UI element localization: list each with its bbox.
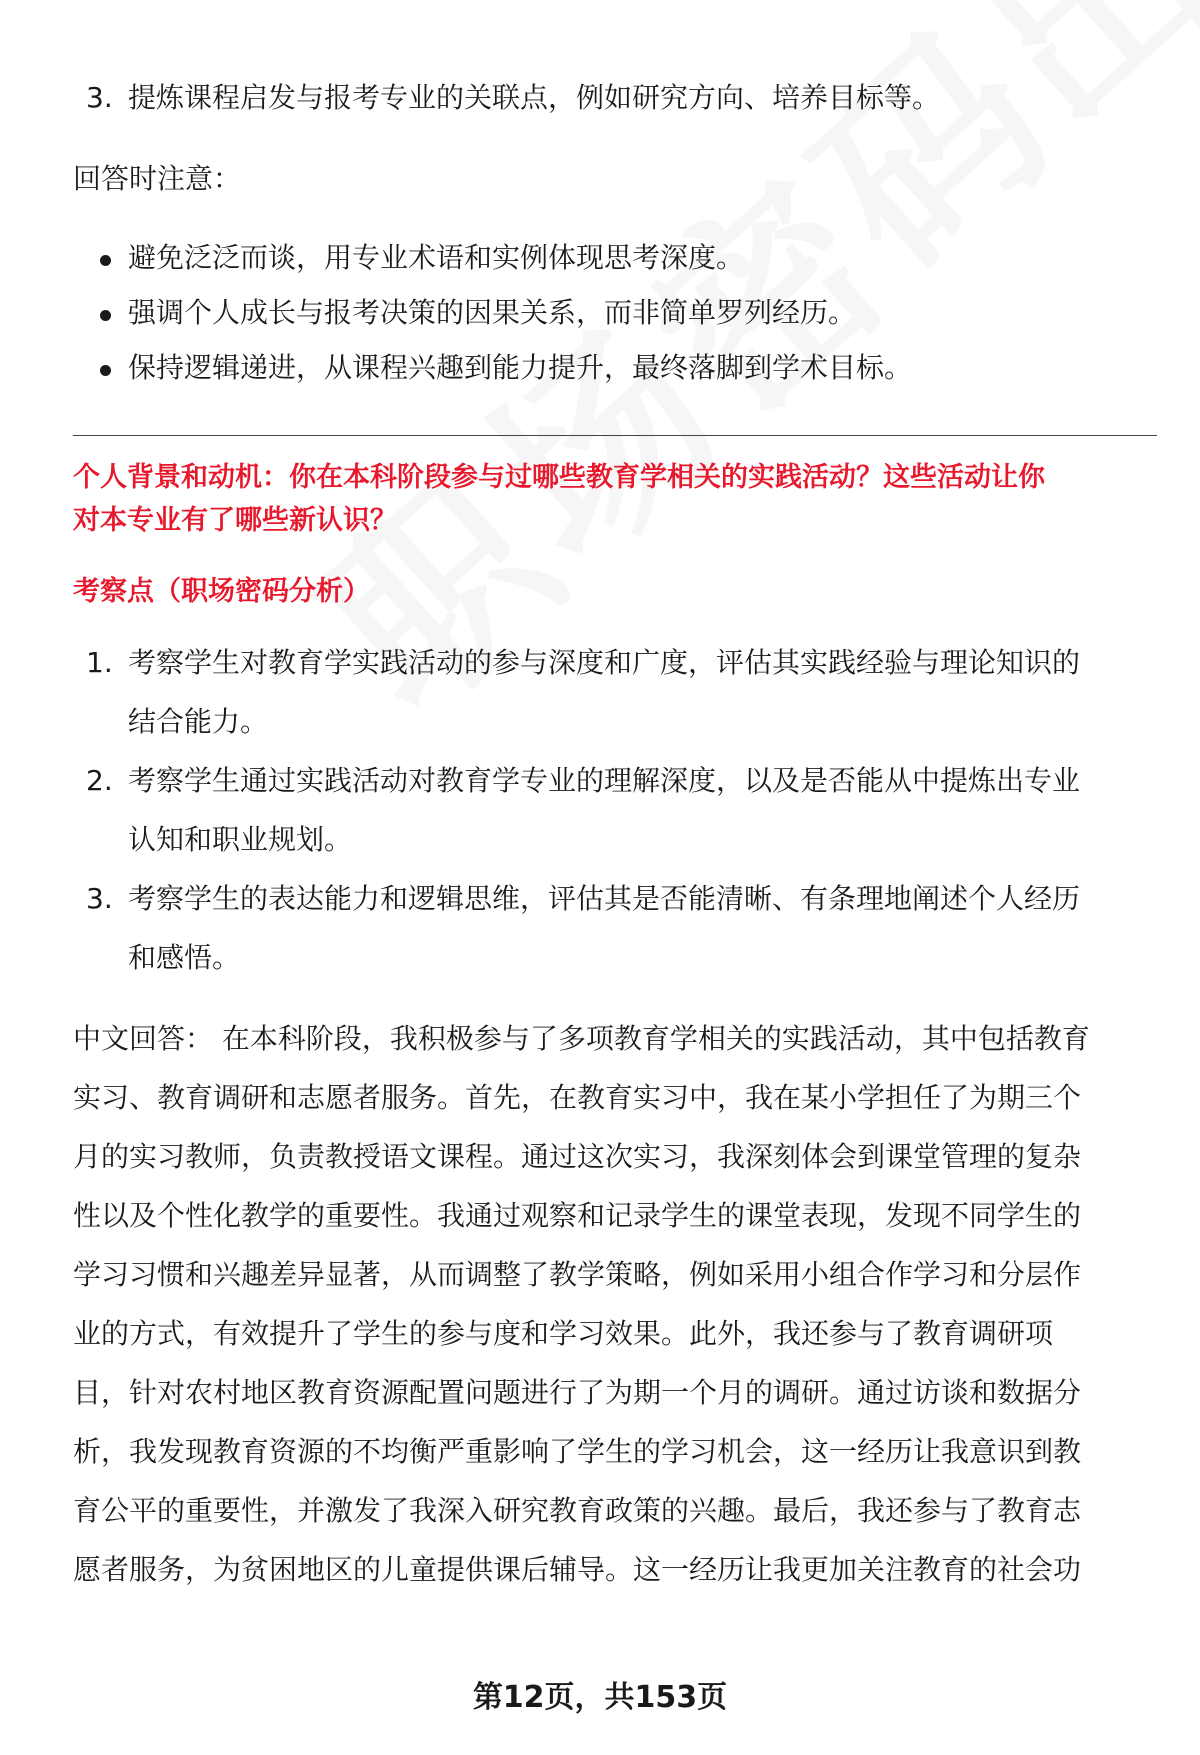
answer-line: 析，我发现教育资源的不均衡严重影响了学生的学习机会，这一经历让我意识到教: [73, 1435, 1082, 1468]
point-line: 考察学生通过实践活动对教育学专业的理解深度，以及是否能从中提炼出专业: [128, 764, 1081, 797]
note-item: [73, 340, 1157, 395]
analysis-point: [73, 751, 1157, 869]
analysis-points: [73, 633, 1157, 987]
analysis-label: 考察点（职场密码分析）: [73, 576, 370, 607]
bullet-icon: [100, 365, 111, 376]
list-marker: 3.: [86, 882, 113, 915]
answer-line: 中文回答： 在本科阶段，我积极参与了多项教育学相关的实践活动，其中包括教育: [73, 1022, 1090, 1055]
list-marker: 1.: [86, 646, 113, 679]
question-title-line-2: 对本专业有了哪些新认识？: [73, 505, 397, 536]
answer-line: 业的方式，有效提升了学生的参与度和学习效果。此外，我还参与了教育调研项: [73, 1317, 1054, 1350]
answer-line: 育公平的重要性，并激发了我深入研究教育政策的兴趣。最后，我还参与了教育志: [73, 1494, 1082, 1527]
note-item: [73, 285, 1157, 340]
analysis-point: [73, 633, 1157, 751]
bullet-icon: [100, 255, 111, 266]
analysis-point: [73, 869, 1157, 987]
note-text: 保持逻辑递进，从课程兴趣到能力提升，最终落脚到学术目标。: [128, 351, 913, 384]
note-text: 强调个人成长与报考决策的因果关系，而非简单罗列经历。: [128, 296, 857, 329]
note-item: [73, 230, 1157, 285]
answer-paragraph: [73, 1009, 1157, 1599]
question-title-line-1: 个人背景和动机：你在本科阶段参与过哪些教育学相关的实践活动？这些活动让你: [73, 462, 1045, 493]
answer-line: 愿者服务，为贫困地区的儿童提供课后辅导。这一经历让我更加关注教育的社会功: [73, 1553, 1082, 1586]
numbered-list-continuation: [73, 68, 1157, 127]
list-item-text: 提炼课程启发与报考专业的关联点，例如研究方向、培养目标等。: [128, 81, 941, 114]
notes-label: 回答时注意：: [73, 162, 242, 195]
answer-line: 月的实习教师，负责教授语文课程。通过这次实习，我深刻体会到课堂管理的复杂: [73, 1140, 1082, 1173]
answer-line: 目，针对农村地区教育资源配置问题进行了为期一个月的调研。通过访谈和数据分: [73, 1376, 1082, 1409]
point-line: 考察学生对教育学实践活动的参与深度和广度，评估其实践经验与理论知识的: [128, 646, 1081, 679]
note-text: 避免泛泛而谈，用专业术语和实例体现思考深度。: [128, 241, 745, 274]
point-line: 结合能力。: [128, 705, 269, 738]
notes-list: [73, 230, 1157, 395]
answer-line: 实习、教育调研和志愿者服务。首先，在教育实习中，我在某小学担任了为期三个: [73, 1081, 1082, 1114]
list-marker: 2.: [86, 764, 113, 797]
list-marker: 3.: [86, 81, 113, 114]
list-item: [73, 68, 1157, 127]
page-number: 第12页，共153页: [472, 1680, 728, 1715]
question-heading: [73, 456, 1157, 542]
answer-line: 性以及个性化教学的重要性。我通过观察和记录学生的课堂表现，发现不同学生的: [73, 1199, 1082, 1232]
answer-line: 学习习惯和兴趣差异显著，从而调整了教学策略，例如采用小组合作学习和分层作: [73, 1258, 1082, 1291]
point-line: 考察学生的表达能力和逻辑思维，评估其是否能清晰、有条理地阐述个人经历: [128, 882, 1081, 915]
point-line: 和感悟。: [128, 941, 241, 974]
bullet-icon: [100, 310, 111, 321]
point-line: 认知和职业规划。: [128, 823, 353, 856]
section-divider: [73, 435, 1157, 436]
